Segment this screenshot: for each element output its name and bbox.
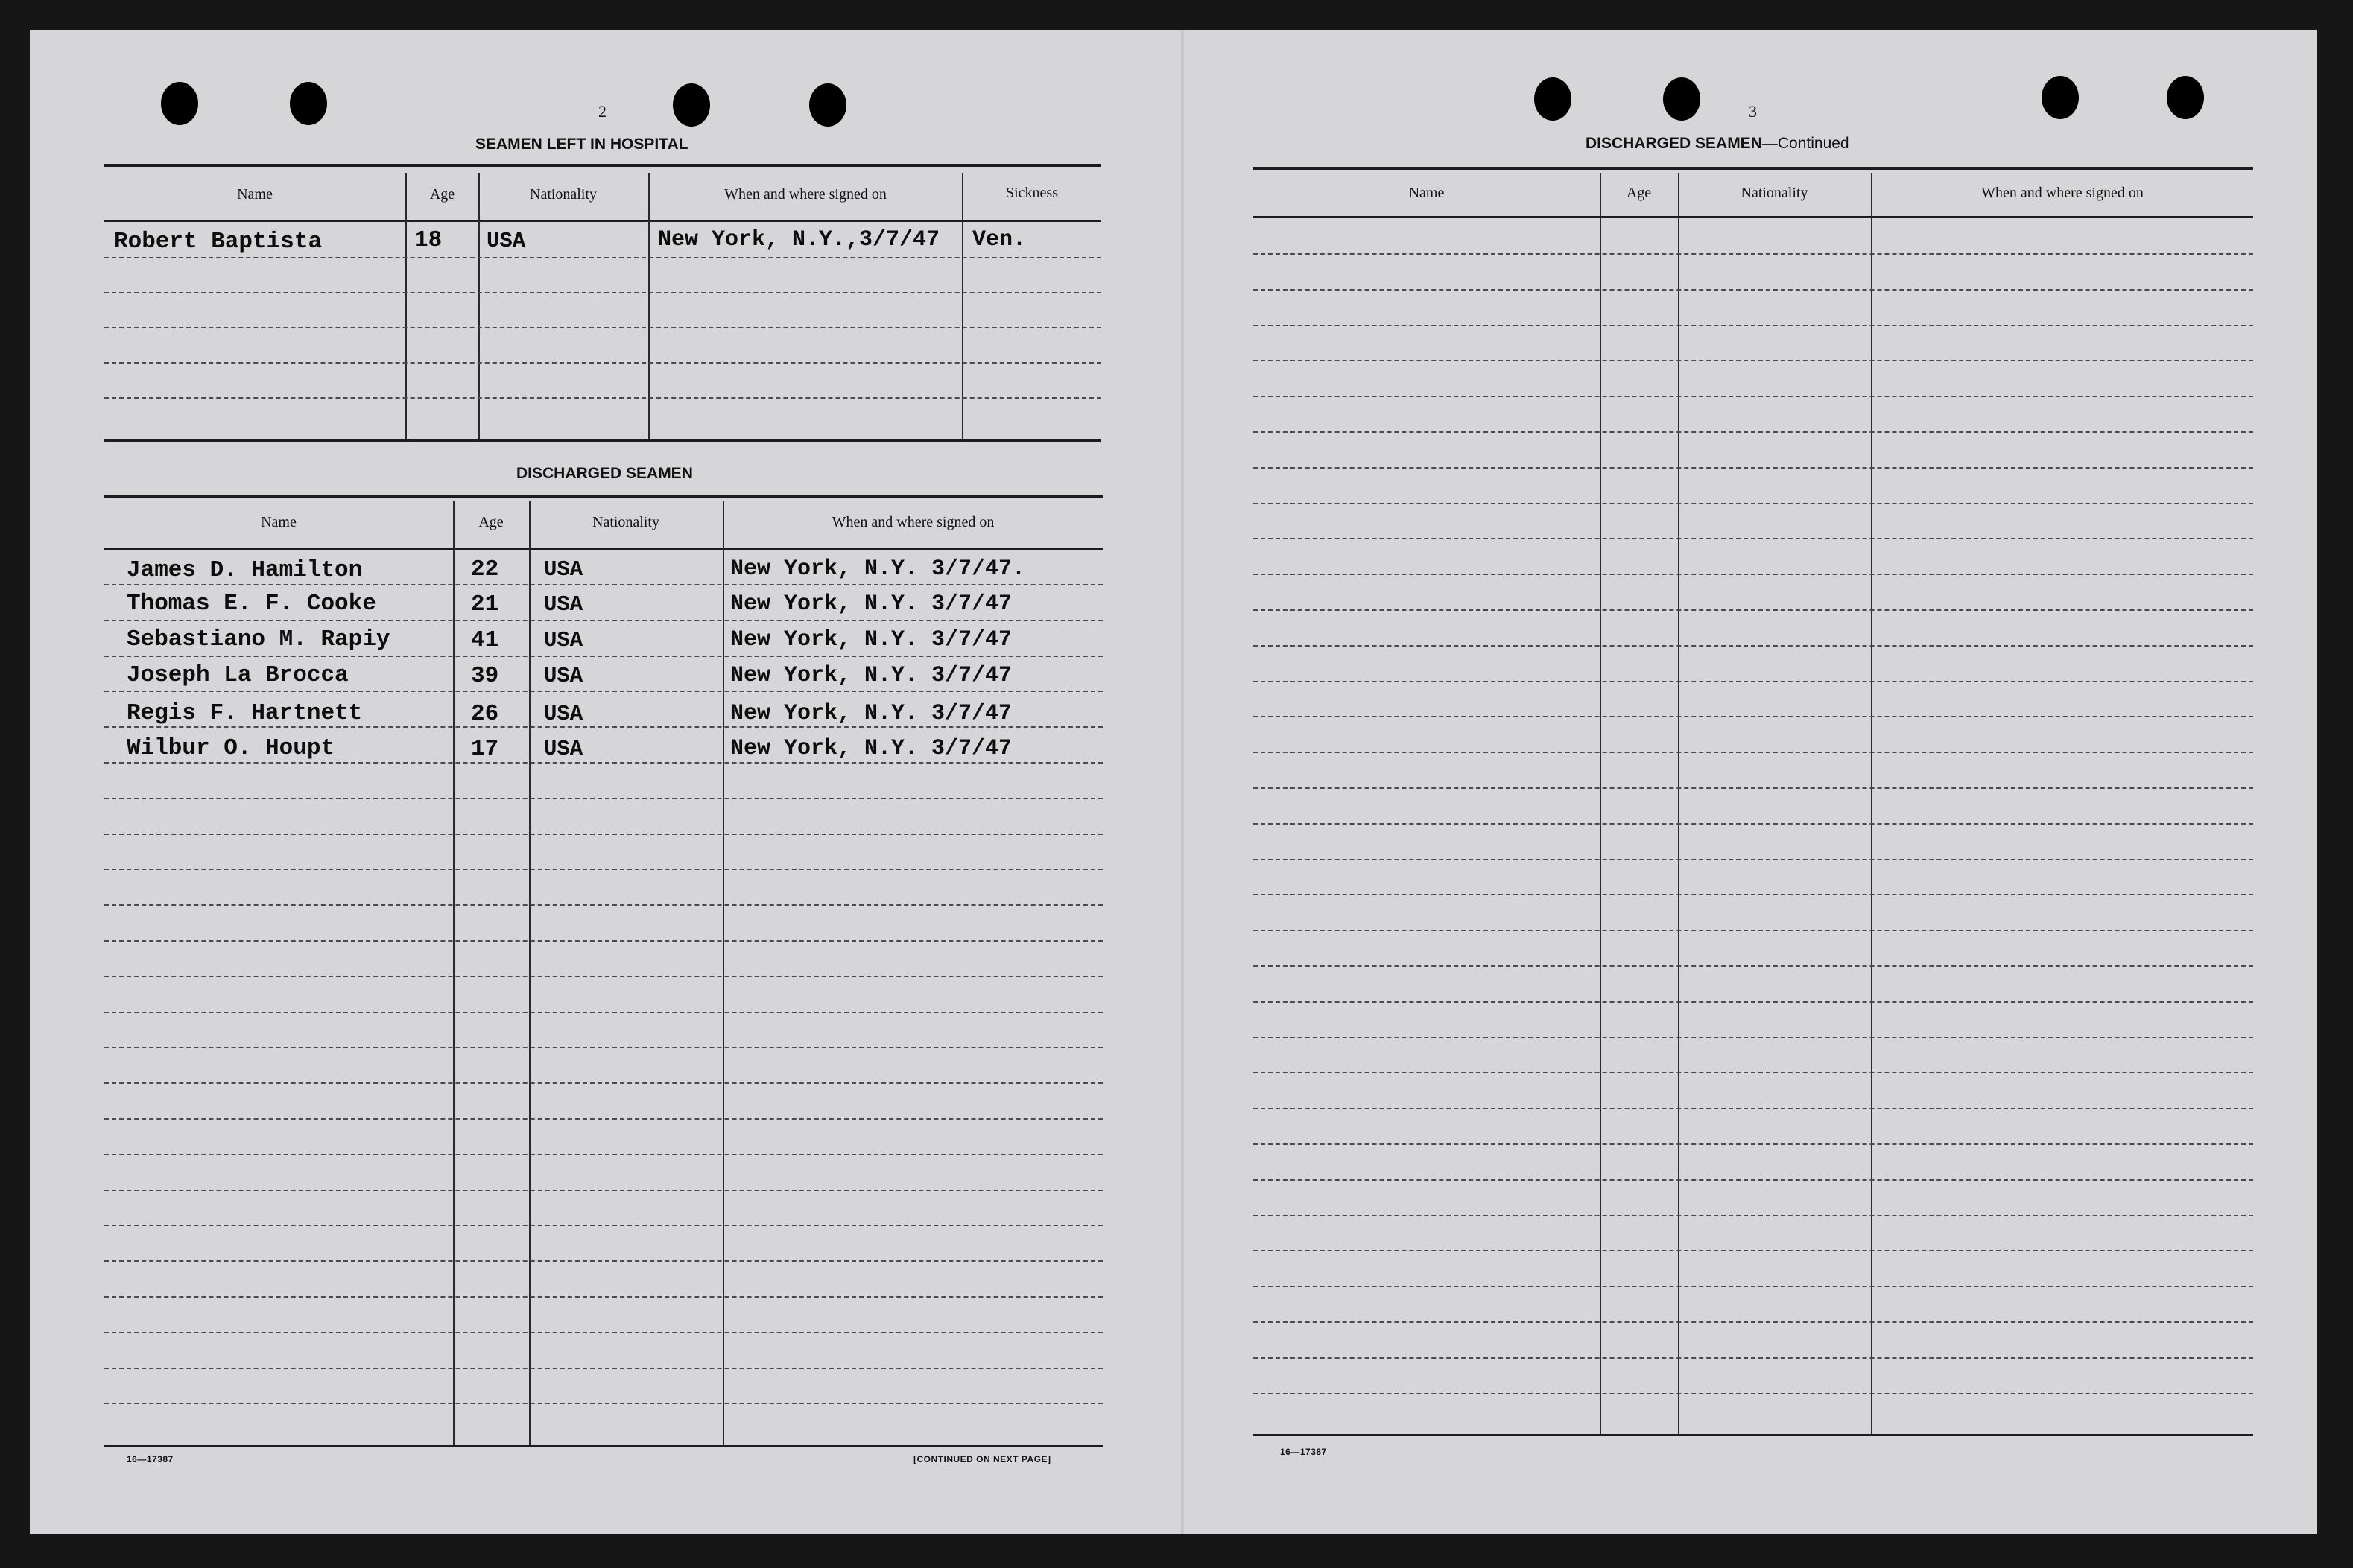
row-line [1253, 1143, 2253, 1145]
row-line [104, 869, 1103, 870]
right-col-name: Name [1408, 185, 1445, 201]
right-header-rule [1253, 216, 2253, 218]
hospital-divider [405, 173, 407, 439]
discharged-name-cell: Wilbur O. Houpt [127, 735, 335, 761]
right-bottom-rule [1253, 1434, 2253, 1436]
discharged-col-name: Name [261, 514, 297, 530]
row-line [1253, 325, 2253, 326]
discharged-signed-on-cell: New York, N.Y. 3/7/47 [730, 701, 1013, 726]
discharged-age-cell: 26 [471, 701, 499, 727]
continued-suffix: —Continued [1761, 135, 1849, 152]
hospital-name-cell: Robert Baptista [114, 229, 323, 255]
punch-hole [809, 83, 846, 127]
discharged-nationality-cell: USA [544, 628, 583, 653]
form-number-left: 16—17387 [127, 1454, 174, 1464]
punch-hole [2167, 76, 2204, 119]
row-line [1253, 503, 2253, 504]
discharged-age-cell: 21 [471, 591, 499, 618]
row-line [104, 1332, 1103, 1333]
row-line [1253, 859, 2253, 860]
row-line [1253, 396, 2253, 397]
row-line [104, 691, 1103, 692]
row-line [1253, 1393, 2253, 1394]
discharged-age-cell: 39 [471, 663, 499, 689]
row-line [1253, 1286, 2253, 1287]
discharged-signed-on-cell: New York, N.Y. 3/7/47 [730, 736, 1013, 761]
hospital-col-nationality: Nationality [530, 186, 597, 203]
discharged-bottom-rule [104, 1445, 1103, 1447]
form-number-right: 16—17387 [1280, 1447, 1327, 1457]
row-line [1253, 894, 2253, 895]
row-line [1253, 752, 2253, 753]
row-line [104, 1082, 1103, 1084]
row-line [1253, 1215, 2253, 1216]
discharged-col-nationality: Nationality [592, 514, 659, 530]
hospital-divider [648, 173, 650, 439]
row-line [104, 940, 1103, 942]
discharged-name-cell: Regis F. Hartnett [127, 700, 363, 726]
row-line [104, 1012, 1103, 1013]
punch-hole [2042, 76, 2079, 119]
row-line [1253, 574, 2253, 575]
discharged-nationality-cell: USA [544, 702, 583, 726]
discharged-nationality-cell: USA [544, 592, 583, 617]
row-line [1253, 1250, 2253, 1251]
right-divider [1678, 173, 1679, 1436]
right-divider [1871, 173, 1872, 1436]
row-line [104, 976, 1103, 977]
right-divider [1600, 173, 1601, 1436]
page-number-left: 2 [598, 102, 607, 121]
discharged-age-cell: 17 [471, 736, 499, 762]
discharged-nationality-cell: USA [544, 737, 583, 761]
discharged-top-rule [104, 495, 1103, 498]
hospital-row-line [104, 327, 1101, 328]
row-line [104, 1368, 1103, 1369]
row-line [104, 762, 1103, 764]
discharged-signed-on-cell: New York, N.Y. 3/7/47. [730, 556, 1026, 582]
discharged-age-cell: 22 [471, 556, 499, 583]
row-line [1253, 965, 2253, 967]
discharged-signed-on-cell: New York, N.Y. 3/7/47 [730, 627, 1013, 653]
row-line [1253, 823, 2253, 825]
row-line [1253, 467, 2253, 469]
row-line [1253, 681, 2253, 682]
row-line [104, 1403, 1103, 1404]
hospital-divider [962, 173, 963, 439]
right-col-signed-on: When and where signed on [1981, 185, 2144, 201]
discharged-continued-title [1586, 135, 1849, 153]
hospital-col-name: Name [237, 186, 273, 203]
row-line [1253, 1357, 2253, 1359]
row-line [1253, 289, 2253, 291]
punch-hole [161, 82, 198, 125]
row-line [1253, 1037, 2253, 1038]
right-top-rule [1253, 167, 2253, 170]
hospital-section-title: SEAMEN LEFT IN HOSPITAL [475, 136, 688, 153]
hospital-col-age: Age [429, 186, 455, 203]
page-fold [1181, 30, 1184, 1534]
row-line [104, 1154, 1103, 1155]
row-line [1253, 538, 2253, 539]
right-col-nationality: Nationality [1741, 185, 1808, 201]
discharged-divider [529, 501, 531, 1447]
row-line [104, 584, 1103, 585]
discharged-name-cell: Sebastiano M. Rapiy [127, 626, 390, 653]
right-col-age: Age [1626, 185, 1652, 201]
row-line [1253, 1072, 2253, 1073]
row-line [1253, 253, 2253, 255]
row-line [104, 1260, 1103, 1262]
discharged-name-cell: Thomas E. F. Cooke [127, 591, 376, 617]
discharged-col-signed-on: When and where signed on [832, 514, 995, 530]
discharged-divider [723, 501, 724, 1447]
discharged-nationality-cell: USA [544, 557, 583, 582]
row-line [104, 904, 1103, 906]
row-line [1253, 716, 2253, 717]
hospital-nationality-cell: USA [487, 229, 526, 253]
discharged-age-cell: 41 [471, 627, 499, 653]
row-line [1253, 609, 2253, 611]
row-line [1253, 1179, 2253, 1181]
hospital-bottom-rule [104, 439, 1101, 442]
hospital-top-rule [104, 164, 1101, 167]
row-line [1253, 1001, 2253, 1003]
hospital-divider [478, 173, 480, 439]
row-line [104, 620, 1103, 621]
row-line [1253, 1321, 2253, 1323]
discharged-col-age: Age [478, 514, 504, 530]
hospital-header-rule [104, 220, 1101, 222]
row-line [1253, 1108, 2253, 1109]
punch-hole [1534, 77, 1571, 121]
row-line [104, 1296, 1103, 1298]
page-number-right: 3 [1749, 102, 1757, 121]
row-line [104, 834, 1103, 835]
row-line [1253, 645, 2253, 647]
row-line [104, 1118, 1103, 1120]
hospital-col-signed-on: When and where signed on [724, 186, 887, 203]
hospital-signed-on-cell: New York, N.Y.,3/7/47 [658, 227, 940, 253]
hospital-col-sickness: Sickness [1006, 185, 1058, 201]
punch-hole [290, 82, 327, 125]
row-line [1253, 787, 2253, 789]
hospital-row-line [104, 257, 1101, 258]
discharged-name-cell: Joseph La Brocca [127, 662, 349, 688]
document-sheet [30, 30, 2317, 1534]
punch-hole [673, 83, 710, 127]
discharged-section-title: DISCHARGED SEAMEN [516, 465, 693, 482]
continued-note: [CONTINUED ON NEXT PAGE] [913, 1454, 1051, 1464]
row-line [1253, 431, 2253, 433]
row-line [104, 1190, 1103, 1191]
discharged-continued-title-text: DISCHARGED SEAMEN [1586, 135, 1762, 152]
hospital-row-line [104, 397, 1101, 399]
discharged-nationality-cell: USA [544, 664, 583, 688]
row-line [104, 798, 1103, 799]
discharged-header-rule [104, 548, 1103, 550]
hospital-age-cell: 18 [414, 227, 443, 253]
discharged-signed-on-cell: New York, N.Y. 3/7/47 [730, 663, 1013, 688]
hospital-row-line [104, 362, 1101, 364]
punch-hole [1663, 77, 1700, 121]
row-line [104, 726, 1103, 728]
discharged-signed-on-cell: New York, N.Y. 3/7/47 [730, 591, 1013, 617]
row-line [104, 656, 1103, 657]
row-line [1253, 930, 2253, 931]
hospital-row-line [104, 292, 1101, 293]
row-line [1253, 360, 2253, 361]
row-line [104, 1047, 1103, 1048]
row-line [104, 1225, 1103, 1226]
hospital-sickness-cell: Ven. [972, 227, 1027, 253]
discharged-name-cell: James D. Hamilton [127, 557, 363, 583]
discharged-divider [453, 501, 455, 1447]
